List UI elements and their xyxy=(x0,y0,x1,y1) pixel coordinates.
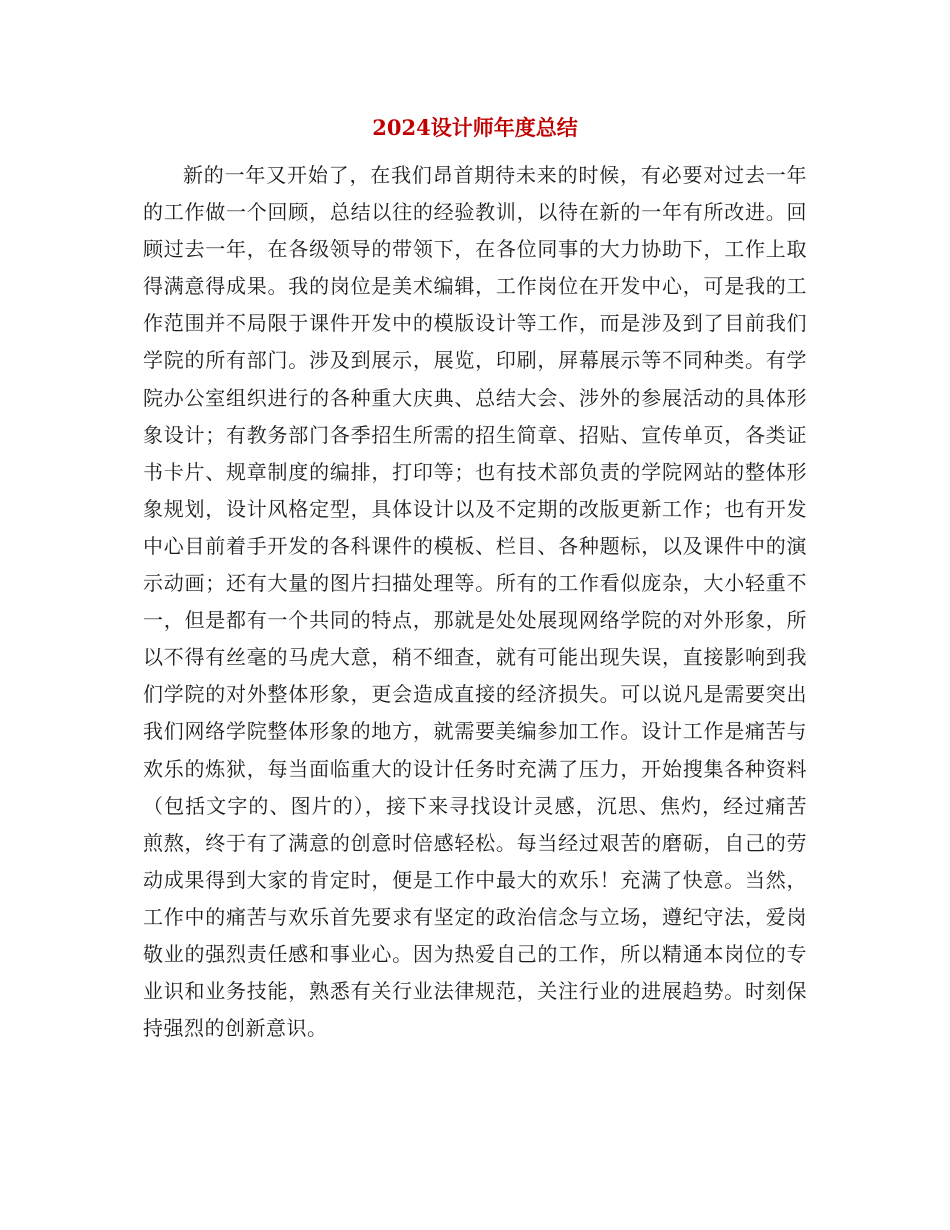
document-title: 2024设计师年度总结 xyxy=(372,115,578,140)
body-paragraph: 新的一年又开始了，在我们昂首期待未来的时候，有必要对过去一年的工作做一个回顾，总结以往的经验教训，以待在新的一年有所改进。回顾过去一年，在各级领导的带领下，在各位同事的大力协助下，工作上取得满意得成果。我的岗位是美术编辑，工作岗位在开发中心，可是我的工作范围并不局限于课件开发中的模版设计等工作，而是涉及到了目前我们学院的所有部门。涉及到展示，展览，印刷，屏幕展示等不同种类。有学院办公室组织进行的各种重大庆典、总结大会、涉外的参展活动的具体形象设计；有教务部门各季招生所需的招生简章、招贴、宣传单页，各类证书卡片、规章制度的编排，打印等；也有技术部负责的学院网站的整体形象规划，设计风格定型，具体设计以及不定期的改版更新工作；也有开发中心目前着手开发的各科课件的模板、栏目、各种题标，以及课件中的演示动画；还有大量的图片扫描处理等。所有的工作看似庞杂，大小轻重不一，但是都有一个共同的特点，那就是处处展现网络学院的对外形象，所以不得有丝毫的马虎大意，稍不细查，就有可能出现失误，直接影响到我们学院的对外整体形象，更会造成直接的经济损失。可以说凡是需要突出我们网络学院整体形象的地方，就需要美编参加工作。设计工作是痛苦与欢乐的炼狱，每当面临重大的设计任务时充满了压力，开始搜集各种资料（包括文字的、图片的），接下来寻找设计灵感，沉思、焦灼，经过痛苦煎熬，终于有了满意的创意时倍感轻松。每当经过艰苦的磨砺，自己的劳动成果得到大家的肯定时，便是工作中最大的欢乐！充满了快意。当然，工作中的痛苦与欢乐首先要求有坚定的政治信念与立场，遵纪守法，爱岗敬业的强烈责任感和事业心。因为热爱自己的工作，所以精通本岗位的专业识和业务技能，熟悉有关行业法律规范，关注行业的进展趋势。时刻保持强烈的创新意识。 xyxy=(143,163,807,1041)
